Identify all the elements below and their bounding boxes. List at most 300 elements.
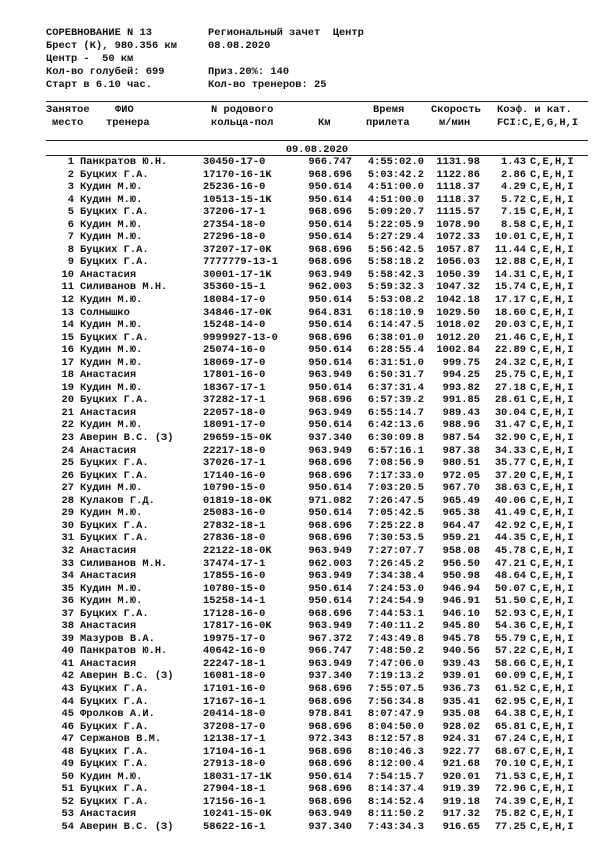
coefficient-cell: 54.36 [494,620,526,633]
speed-cell: 1002.84 [436,344,480,357]
table-row [0,382,600,395]
category-cell: C,E,H,I [530,682,574,695]
arrival-time-cell: 5:22:05.9 [367,218,424,231]
category-cell: C,E,H,I [530,645,574,658]
release-location: Брест (К), 980.356 км [46,40,177,52]
arrival-time-cell: 7:26:47.5 [367,494,424,507]
ring-number-cell: 27296-18-0 [203,231,266,244]
ring-number-cell: 15258-14-1 [203,595,266,608]
header-bottom-rule [46,140,588,141]
place-cell: 49 [61,758,74,771]
coefficient-cell: 45.78 [494,544,526,557]
table-row [0,407,600,420]
ring-number-cell: 17128-16-0 [203,607,266,620]
arrival-time-cell: 8:14:52.4 [367,795,424,808]
table-row [0,532,600,545]
coefficient-cell: 28.61 [494,394,526,407]
coefficient-cell: 68.67 [494,745,526,758]
arrival-time-cell: 7:30:53.5 [367,532,424,545]
category-cell: C,E,H,I [530,820,574,833]
trainer-name-cell: Буцких Г.А. [80,532,149,545]
coefficient-cell: 67.24 [494,733,526,746]
category-cell: C,E,H,I [530,657,574,670]
distance-cell: 963.949 [308,570,352,583]
pigeon-count: Кол-во голубей: 699 [46,66,165,78]
distance-cell: 971.082 [308,494,352,507]
coefficient-cell: 50.07 [494,582,526,595]
coefficient-cell: 30.04 [494,406,526,419]
category-cell: C,E,H,I [530,770,574,783]
speed-cell: 980.51 [442,457,480,470]
place-cell: 35 [61,582,74,595]
category-cell: C,E,H,I [530,720,574,733]
trainer-name-cell: Панкратов Ю.Н. [80,156,168,168]
speed-cell: 964.47 [442,519,480,532]
arrival-time-cell: 5:03:42.2 [367,168,424,181]
speed-cell: 1078.90 [436,218,480,231]
trainer-name-cell: Аверин В.С. (З) [80,820,174,833]
trainer-name-cell: Кудин М.Ю. [80,344,143,357]
trainer-name-cell: Кудин М.Ю. [80,218,143,231]
speed-cell: 921.68 [442,758,480,771]
trainer-name-cell: Буцких Г.А. [80,758,149,771]
speed-cell: 945.80 [442,620,480,633]
speed-cell: 939.01 [442,670,480,683]
arrival-time-cell: 7:27:07.7 [367,544,424,557]
ring-number-cell: 17170-16-1K [203,168,272,181]
table-row [0,570,600,583]
trainer-name-cell: Сержанов В.М. [80,733,162,746]
coefficient-cell: 47.21 [494,557,526,570]
arrival-time-cell: 4:51:00.0 [367,181,424,194]
speed-cell: 987.54 [442,432,480,445]
trainer-name-cell: Аверин В.С. (З) [80,432,174,445]
place-cell: 54 [61,820,74,833]
ring-number-cell: 10513-15-1K [203,193,272,206]
place-cell: 8 [67,243,74,256]
place-cell: 2 [67,168,74,181]
ring-number-cell: 10790-15-0 [203,482,266,495]
distance-cell: 967.372 [308,632,352,645]
coefficient-cell: 34.33 [494,444,526,457]
place-cell: 26 [61,469,74,482]
ring-number-cell: 27836-18-0 [203,532,266,545]
category-cell: C,E,H,I [530,344,574,357]
col-time-line1: Время [373,104,405,116]
place-cell: 50 [61,770,74,783]
speed-cell: 999.75 [442,356,480,369]
speed-cell: 1018.02 [436,319,480,332]
coefficient-cell: 75.82 [494,808,526,821]
arrival-time-cell: 6:31:51.0 [367,356,424,369]
speed-cell: 958.08 [442,544,480,557]
trainer-name-cell: Буцких Г.А. [80,695,149,708]
distance-cell: 963.949 [308,444,352,457]
place-cell: 28 [61,494,74,507]
trainer-name-cell: Буцких Г.А. [80,331,149,344]
arrival-time-cell: 8:12:57.8 [367,733,424,746]
arrival-time-cell: 5:56:42.5 [367,243,424,256]
table-row [0,231,600,244]
category-cell: C,E,H,I [530,808,574,821]
category-cell: C,E,H,I [530,745,574,758]
category-cell: C,E,H,I [530,532,574,545]
col-name-line1: ФИО [115,104,134,116]
table-row [0,495,600,508]
speed-cell: 936.73 [442,682,480,695]
table-row [0,758,600,771]
coefficient-cell: 48.64 [494,570,526,583]
ring-number-cell: 17101-16-0 [203,682,266,695]
coefficient-cell: 20.03 [494,319,526,332]
table-row [0,507,600,520]
trainer-name-cell: Аверин В.С. (З) [80,670,174,683]
table-row [0,670,600,683]
category-cell: C,E,H,I [530,795,574,808]
arrival-time-cell: 8:10:46.3 [367,745,424,758]
table-row [0,394,600,407]
place-cell: 32 [61,544,74,557]
arrival-time-cell: 4:51:00.0 [367,193,424,206]
arrival-time-cell: 7:55:07.5 [367,682,424,695]
arrival-time-cell: 6:14:47.5 [367,319,424,332]
table-row [0,583,600,596]
ring-number-cell: 18084-17-0 [203,294,266,307]
category-cell: C,E,H,I [530,670,574,683]
place-cell: 5 [67,206,74,219]
coefficient-cell: 17.17 [494,294,526,307]
category-cell: C,E,H,I [530,620,574,633]
trainer-name-cell: Буцких Г.А. [80,607,149,620]
trainer-name-cell: Анастасия [80,268,137,281]
col-ring-line2: кольца-пол [211,117,274,129]
arrival-time-cell: 4:55:02.0 [367,156,424,168]
category-cell: C,E,H,I [530,519,574,532]
distance-cell: 968.696 [308,256,352,269]
trainer-name-cell: Буцких Г.А. [80,168,149,181]
speed-cell: 946.10 [442,607,480,620]
trainer-name-cell: Буцких Г.А. [80,394,149,407]
arrival-time-cell: 6:18:10.9 [367,306,424,319]
ring-number-cell: 22217-18-0 [203,444,266,457]
trainer-name-cell: Кудин М.Ю. [80,294,143,307]
coefficient-cell: 11.44 [494,243,526,256]
distance-cell: 962.003 [308,281,352,294]
place-cell: 48 [61,745,74,758]
category-cell: C,E,H,I [530,156,574,168]
table-row [0,683,600,696]
place-cell: 15 [61,331,74,344]
coefficient-cell: 58.66 [494,657,526,670]
place-cell: 19 [61,381,74,394]
place-cell: 21 [61,406,74,419]
arrival-time-cell: 7:03:20.5 [367,482,424,495]
speed-cell: 965.38 [442,507,480,520]
distance-cell: 968.696 [308,519,352,532]
coefficient-cell: 32.90 [494,432,526,445]
place-cell: 34 [61,570,74,583]
speed-cell: 919.18 [442,795,480,808]
speed-cell: 1118.37 [436,193,480,206]
speed-cell: 959.21 [442,532,480,545]
place-cell: 17 [61,356,74,369]
distance-cell: 950.614 [308,231,352,244]
trainer-name-cell: Кудин М.Ю. [80,507,143,520]
trainer-count: Кол-во тренеров: 25 [208,79,327,91]
category-cell: C,E,H,I [530,243,574,256]
ring-number-cell: 17167-16-1 [203,695,266,708]
place-cell: 36 [61,595,74,608]
distance-cell: 963.949 [308,369,352,382]
release-date: 08.08.2020 [208,40,271,52]
trainer-name-cell: Панкратов Ю.Н. [80,645,168,658]
distance-cell: 968.696 [308,695,352,708]
table-row [0,432,600,445]
distance-cell: 968.696 [308,758,352,771]
distance-cell: 968.696 [308,331,352,344]
coefficient-cell: 42.92 [494,519,526,532]
table-row [0,169,600,182]
arrival-time-cell: 7:56:34.8 [367,695,424,708]
ring-number-cell: 58622-16-1 [203,820,266,833]
place-cell: 13 [61,306,74,319]
speed-cell: 939.43 [442,657,480,670]
category-cell: C,E,H,I [530,319,574,332]
table-row [0,658,600,671]
trainer-name-cell: Буцких Г.А. [80,519,149,532]
trainer-name-cell: Фролков А.И. [80,708,155,721]
table-row [0,181,600,194]
table-row [0,307,600,320]
table-row [0,294,600,307]
category-cell: C,E,H,I [530,369,574,382]
distance-cell: 950.614 [308,193,352,206]
place-cell: 47 [61,733,74,746]
ring-number-cell: 15248-14-0 [203,319,266,332]
trainer-name-cell: Анастасия [80,444,137,457]
trainer-name-cell: Буцких Г.А. [80,457,149,470]
arrival-time-cell: 5:27:29.4 [367,231,424,244]
speed-cell: 1042.18 [436,294,480,307]
trainer-name-cell: Мазуров В.А. [80,632,155,645]
distance-cell: 968.696 [308,168,352,181]
coefficient-cell: 44.35 [494,532,526,545]
arrival-time-cell: 7:25:22.8 [367,519,424,532]
coefficient-cell: 10.01 [494,231,526,244]
distance-cell: 968.696 [308,469,352,482]
coefficient-cell: 15.74 [494,281,526,294]
coefficient-cell: 1.43 [501,156,526,168]
category-cell: C,E,H,I [530,595,574,608]
speed-cell: 988.96 [442,419,480,432]
arrival-time-cell: 5:58:18.2 [367,256,424,269]
distance-cell: 950.614 [308,381,352,394]
distance-cell: 950.614 [308,419,352,432]
ring-number-cell: 25074-16-0 [203,344,266,357]
ring-number-cell: 25083-16-0 [203,507,266,520]
speed-cell: 946.91 [442,595,480,608]
place-cell: 24 [61,444,74,457]
category-cell: C,E,H,I [530,758,574,771]
distance-cell: 963.949 [308,544,352,557]
ring-number-cell: 30450-17-0 [203,156,266,168]
table-row [0,608,600,621]
place-cell: 1 [67,156,74,168]
speed-cell: 972.05 [442,469,480,482]
place-cell: 12 [61,294,74,307]
category-cell: C,E,H,I [530,356,574,369]
category-cell: C,E,H,I [530,557,574,570]
speed-cell: 946.94 [442,582,480,595]
ring-number-cell: 18091-17-0 [203,419,266,432]
speed-cell: 922.77 [442,745,480,758]
distance-cell: 963.949 [308,268,352,281]
table-row [0,771,600,784]
table-row [0,733,600,746]
category-cell: C,E,H,I [530,181,574,194]
table-row [0,545,600,558]
day-label: 09.08.2020 [285,144,349,156]
speed-cell: 928.02 [442,720,480,733]
col-speed-line1: Скорость [431,104,481,116]
place-cell: 23 [61,432,74,445]
ring-number-cell: 18367-17-1 [203,381,266,394]
trainer-name-cell: Кудин М.Ю. [80,181,143,194]
place-cell: 46 [61,720,74,733]
arrival-time-cell: 7:24:53.0 [367,582,424,595]
table-row [0,369,600,382]
trainer-name-cell: Силиванов М.Н. [80,281,168,294]
table-row [0,808,600,821]
table-row [0,219,600,232]
ring-number-cell: 16081-18-0 [203,670,266,683]
distance-cell: 950.614 [308,595,352,608]
speed-cell: 991.85 [442,394,480,407]
place-cell: 30 [61,519,74,532]
place-cell: 31 [61,532,74,545]
trainer-name-cell: Буцких Г.А. [80,783,149,796]
ring-number-cell: 37207-17-0K [203,243,272,256]
coefficient-cell: 51.50 [494,595,526,608]
ring-number-cell: 10780-15-0 [203,582,266,595]
place-cell: 45 [61,708,74,721]
place-cell: 16 [61,344,74,357]
trainer-name-cell: Кудин М.Ю. [80,193,143,206]
arrival-time-cell: 6:42:13.6 [367,419,424,432]
ring-number-cell: 37282-17-1 [203,394,266,407]
place-cell: 53 [61,808,74,821]
coefficient-cell: 61.52 [494,682,526,695]
trainer-name-cell: Буцких Г.А. [80,682,149,695]
distance-cell: 968.696 [308,532,352,545]
category-cell: C,E,H,I [530,695,574,708]
speed-cell: 1131.98 [436,156,480,168]
coefficient-cell: 65.81 [494,720,526,733]
coefficient-cell: 41.49 [494,507,526,520]
arrival-time-cell: 7:34:38.4 [367,570,424,583]
category-cell: C,E,H,I [530,419,574,432]
table-row [0,708,600,721]
col-coef-line2: FCI:C,E,G,H,I [497,117,579,129]
place-cell: 41 [61,657,74,670]
arrival-time-cell: 7:44:53.1 [367,607,424,620]
trainer-name-cell: Кулаков Г.Д. [80,494,155,507]
ring-number-cell: 17104-16-1 [203,745,266,758]
trainer-name-cell: Буцких Г.А. [80,720,149,733]
coefficient-cell: 14.31 [494,268,526,281]
place-cell: 27 [61,482,74,495]
table-row [0,595,600,608]
ring-number-cell: 9999927-13-0 [203,331,278,344]
table-row [0,206,600,219]
arrival-time-cell: 7:40:11.2 [367,620,424,633]
ring-number-cell: 40642-16-0 [203,645,266,658]
place-cell: 40 [61,645,74,658]
coefficient-cell: 12.88 [494,256,526,269]
coefficient-cell: 40.06 [494,494,526,507]
category-cell: C,E,H,I [530,168,574,181]
speed-cell: 945.78 [442,632,480,645]
ring-number-cell: 37474-17-1 [203,557,266,570]
distance-cell: 978.841 [308,708,352,721]
speed-cell: 940.56 [442,645,480,658]
speed-cell: 989.43 [442,406,480,419]
place-cell: 9 [67,256,74,269]
speed-cell: 920.01 [442,770,480,783]
coefficient-cell: 77.25 [494,820,526,833]
col-speed-line2: м/мин [439,117,471,129]
coefficient-cell: 72.96 [494,783,526,796]
ring-number-cell: 10241-15-0K [203,808,272,821]
coefficient-cell: 37.20 [494,469,526,482]
arrival-time-cell: 8:04:50.0 [367,720,424,733]
speed-cell: 993.82 [442,381,480,394]
arrival-time-cell: 6:55:14.7 [367,406,424,419]
coefficient-cell: 71.53 [494,770,526,783]
arrival-time-cell: 7:19:13.2 [367,670,424,683]
coefficient-cell: 22.89 [494,344,526,357]
coefficient-cell: 64.38 [494,708,526,721]
arrival-time-cell: 7:08:56.9 [367,457,424,470]
category-cell: C,E,H,I [530,218,574,231]
trainer-name-cell: Анастасия [80,406,137,419]
ring-number-cell: 7777779-13-1 [203,256,278,269]
table-row [0,746,600,759]
speed-cell: 956.50 [442,557,480,570]
arrival-time-cell: 6:57:16.1 [367,444,424,457]
place-cell: 43 [61,682,74,695]
distance-cell: 937.340 [308,432,352,445]
speed-cell: 1012.20 [436,331,480,344]
place-cell: 18 [61,369,74,382]
place-cell: 4 [67,193,74,206]
place-cell: 11 [61,281,74,294]
ring-number-cell: 12138-17-1 [203,733,266,746]
arrival-time-cell: 5:59:32.3 [367,281,424,294]
speed-cell: 1056.03 [436,256,480,269]
arrival-time-cell: 6:37:31.4 [367,381,424,394]
arrival-time-cell: 6:57:39.2 [367,394,424,407]
ring-number-cell: 37206-17-1 [203,206,266,219]
ring-number-cell: 34846-17-0K [203,306,272,319]
distance-cell: 964.831 [308,306,352,319]
col-place-line1: Занятое [46,104,90,116]
category-cell: C,E,H,I [530,381,574,394]
speed-cell: 1057.87 [436,243,480,256]
distance-cell: 962.003 [308,557,352,570]
table-row [0,457,600,470]
competition-title: СОРЕВНОВАНИЕ N 13 [46,27,153,39]
